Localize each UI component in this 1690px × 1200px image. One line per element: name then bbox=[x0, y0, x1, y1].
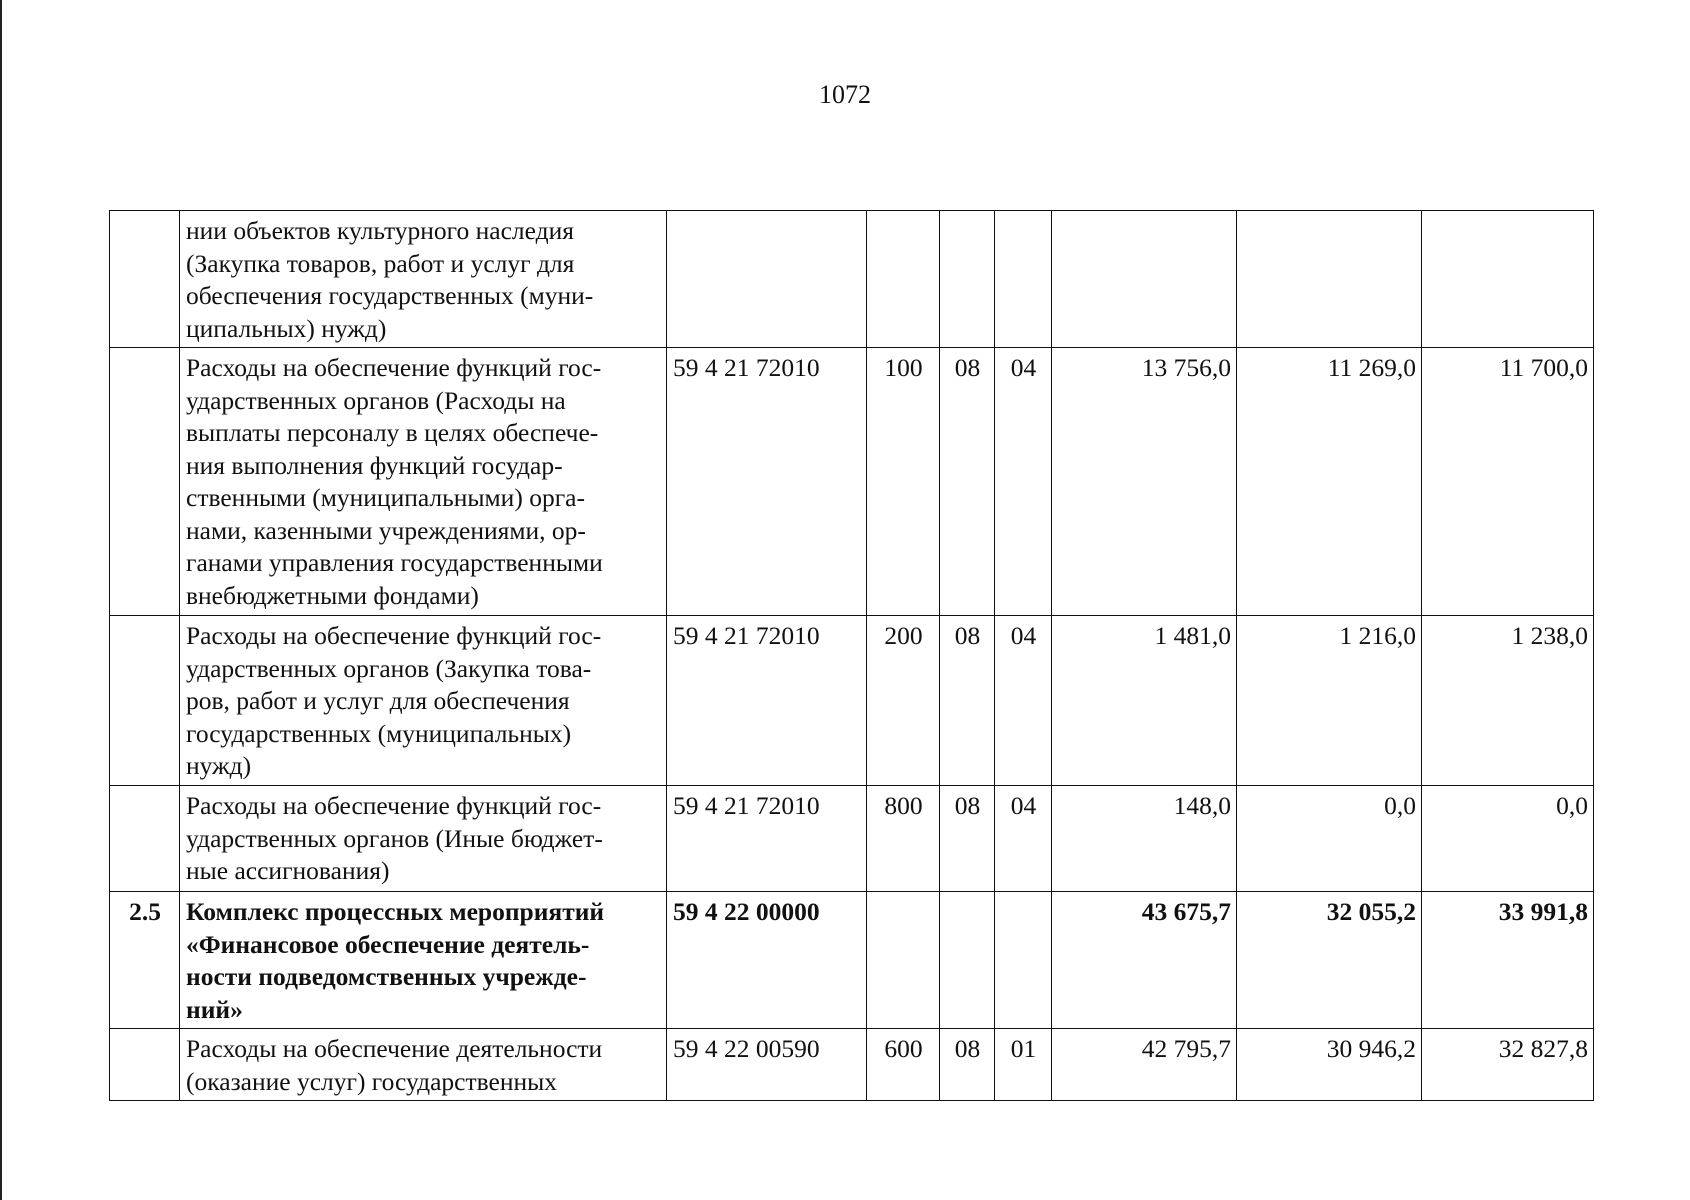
section-cell: 08 bbox=[940, 616, 995, 786]
row-number-cell bbox=[110, 348, 180, 616]
description-line: государственных (муниципальных) bbox=[186, 718, 572, 748]
amount-year3-cell: 32 827,8 bbox=[1422, 1029, 1594, 1101]
description-cell bbox=[180, 786, 667, 892]
description-line: ния выполнения функций государ- bbox=[186, 450, 563, 480]
budget-table bbox=[109, 210, 1594, 1101]
description-line: внебюджетными фондами) bbox=[186, 580, 479, 610]
budget-code-cell: 59 4 22 00590 bbox=[667, 1029, 867, 1101]
subsection-cell bbox=[995, 892, 1052, 1029]
subsection-cell: 04 bbox=[995, 786, 1052, 892]
table-row bbox=[110, 616, 1594, 786]
amount-year1-cell: 43 675,7 bbox=[1052, 892, 1237, 1029]
description-line: Комплекс процессных мероприятий bbox=[186, 897, 605, 926]
description-line: Расходы на обеспечение функций гос- bbox=[186, 621, 602, 650]
expense-type-cell: 200 bbox=[867, 616, 940, 786]
amount-year1-cell: 42 795,7 bbox=[1052, 1029, 1237, 1101]
amount-year2-cell: 0,0 bbox=[1237, 786, 1422, 892]
expense-type-cell: 600 bbox=[867, 1029, 940, 1101]
description-line: ственными (муниципальными) орга- bbox=[186, 483, 585, 512]
table-row bbox=[110, 211, 1594, 348]
amount-year2-cell bbox=[1237, 211, 1422, 348]
row-number-cell bbox=[110, 211, 180, 348]
subsection-cell: 01 bbox=[995, 1029, 1052, 1101]
description-cell bbox=[180, 1029, 667, 1101]
amount-year3-cell bbox=[1422, 211, 1594, 348]
budget-code-cell: 59 4 21 72010 bbox=[667, 616, 867, 786]
table-row bbox=[110, 1029, 1594, 1101]
section-cell: 08 bbox=[940, 348, 995, 616]
description-line: выплаты персоналу в целях обеспече- bbox=[186, 418, 599, 447]
amount-year2-cell: 1 216,0 bbox=[1237, 616, 1422, 786]
description-line: нужд) bbox=[186, 751, 252, 780]
description-cell bbox=[180, 348, 667, 616]
budget-code-cell: 59 4 21 72010 bbox=[667, 348, 867, 616]
row-number-cell: 2.5 bbox=[110, 892, 180, 1029]
description-line: ударственных органов (Закупка това- bbox=[186, 653, 592, 683]
budget-code-cell: 59 4 22 00000 bbox=[667, 892, 867, 1029]
amount-year1-cell bbox=[1052, 211, 1237, 348]
description-line: нами, казенными учреждениями, ор- bbox=[186, 515, 586, 545]
row-number-cell bbox=[110, 786, 180, 892]
section-cell: 08 bbox=[940, 786, 995, 892]
amount-year3-cell: 1 238,0 bbox=[1422, 616, 1594, 786]
amount-year2-cell: 11 269,0 bbox=[1237, 348, 1422, 616]
amount-year2-cell: 30 946,2 bbox=[1237, 1029, 1422, 1101]
row-number-cell bbox=[110, 1029, 180, 1101]
description-line: ганами управления государственными bbox=[186, 548, 603, 577]
section-cell bbox=[940, 211, 995, 348]
expense-type-cell bbox=[867, 211, 940, 348]
amount-year3-cell: 33 991,8 bbox=[1422, 892, 1594, 1029]
expense-type-cell: 100 bbox=[867, 348, 940, 616]
budget-code-cell: 59 4 21 72010 bbox=[667, 786, 867, 892]
description-line: Расходы на обеспечение функций гос- bbox=[186, 353, 602, 382]
description-line: ний» bbox=[186, 994, 243, 1024]
page-number: 1072 bbox=[819, 80, 871, 109]
table-row bbox=[110, 786, 1594, 892]
description-line: ров, работ и услуг для обеспечения bbox=[186, 686, 570, 715]
subsection-cell bbox=[995, 211, 1052, 348]
amount-year1-cell: 13 756,0 bbox=[1052, 348, 1237, 616]
budget-table-body bbox=[110, 211, 1594, 1101]
expense-type-cell: 800 bbox=[867, 786, 940, 892]
page-left-edge bbox=[0, 0, 2, 1200]
amount-year2-cell: 32 055,2 bbox=[1237, 892, 1422, 1029]
description-cell bbox=[180, 616, 667, 786]
description-line: ные ассигнования) bbox=[186, 856, 390, 885]
description-line: ударственных органов (Расходы на bbox=[186, 385, 566, 415]
description-line: (Закупка товаров, работ и услуг для bbox=[186, 248, 575, 278]
budget-code-cell bbox=[667, 211, 867, 348]
description-line: Расходы на обеспечение деятельности bbox=[186, 1034, 603, 1063]
table-row bbox=[110, 892, 1594, 1029]
description-line: обеспечения государственных (муни- bbox=[186, 281, 594, 310]
description-line: нии объектов культурного наследия bbox=[186, 216, 574, 245]
description-cell bbox=[180, 892, 667, 1029]
amount-year1-cell: 148,0 bbox=[1052, 786, 1237, 892]
section-cell bbox=[940, 892, 995, 1029]
description-line: ципальных) нужд) bbox=[186, 313, 387, 343]
description-cell bbox=[180, 211, 667, 348]
description-line: ударственных органов (Иные бюджет- bbox=[186, 823, 603, 853]
amount-year1-cell: 1 481,0 bbox=[1052, 616, 1237, 786]
section-cell: 08 bbox=[940, 1029, 995, 1101]
amount-year3-cell: 11 700,0 bbox=[1422, 348, 1594, 616]
description-line: Расходы на обеспечение функций гос- bbox=[186, 791, 602, 820]
expense-type-cell bbox=[867, 892, 940, 1029]
description-line: «Финансовое обеспечение деятель- bbox=[186, 929, 590, 959]
table-row bbox=[110, 348, 1594, 616]
subsection-cell: 04 bbox=[995, 348, 1052, 616]
row-number-cell bbox=[110, 616, 180, 786]
subsection-cell: 04 bbox=[995, 616, 1052, 786]
description-line: (оказание услуг) государственных bbox=[186, 1066, 558, 1096]
amount-year3-cell: 0,0 bbox=[1422, 786, 1594, 892]
description-line: ности подведомственных учрежде- bbox=[186, 962, 587, 991]
